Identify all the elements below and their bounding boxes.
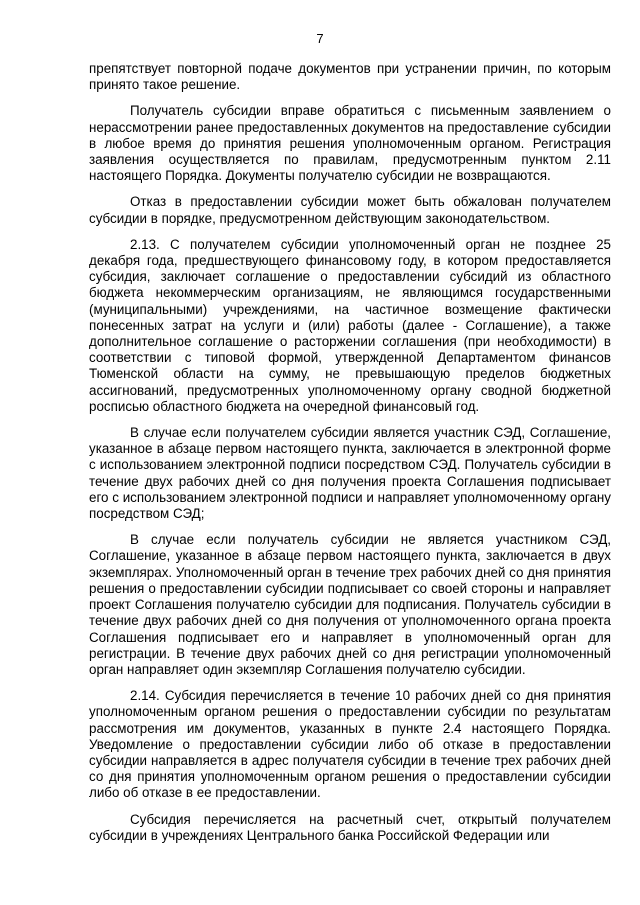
- paragraph-4: 2.13. С получателем субсидии уполномоченный орган не позднее 25 декабря года, предшествующего финансовому году, в котором предоставляется субсидия, заключает соглашение о предоставлении субсидий из областного бюджета некоммерческим организациям, не являющимся государственными (муниципальными) учреждениями, на частичное возмещение фактически понесенных затрат на услуги и (или) работы (далее - Соглашение), а также дополнительное соглашение о расторжении соглашения (при необходимости) в соответствии с типовой формой, утвержденной Департаментом финансов Тюменской области на сумму, не превышающую пределов бюджетных ассигнований, предусмотренных уполномоченному органу сводной бюджетной росписью областного бюджета на очередной финансовый год.: [89, 236, 611, 414]
- paragraph-1: препятствует повторной подаче документов при устранении причин, по которым принято такое решение.: [89, 61, 611, 93]
- paragraph-3: Отказ в предоставлении субсидии может быть обжалован получателем субсидии в порядке, предусмотренном действующим законодательством.: [89, 194, 611, 226]
- paragraph-2: Получатель субсидии вправе обратиться с письменным заявлением о нерассмотрении ранее предоставленных документов на предоставление субсидии в любое время до принятия решения уполномоченным органом. Регистрация заявления осуществляется по правилам, предусмотренным пунктом 2.11 настоящего Порядка. Документы получателю субсидии не возвращаются.: [89, 103, 611, 184]
- paragraph-7: 2.14. Субсидия перечисляется в течение 10 рабочих дней со дня принятия уполномоченным органом решения о предоставлении субсидии по результатам рассмотрения им документов, указанных в пункте 2.4 настоящего Порядка. Уведомление о предоставлении субсидии либо об отказе в предоставлении субсидии направляется в адрес получателя субсидии в течение трех рабочих дней со дня принятия уполномоченным органом решения о предоставлении субсидии либо об отказе в ее предоставлении.: [89, 688, 611, 801]
- paragraph-5: В случае если получателем субсидии является участник СЭД, Соглашение, указанное в абзаце первом настоящего пункта, заключается в электронной форме с использованием электронной подписи посредством СЭД. Получатель субсидии в течение двух рабочих дней со дня получения проекта Соглашения подписывает его с использованием электронной подписи и направляет уполномоченному органу посредством СЭД;: [89, 425, 611, 522]
- page-number: 7: [316, 31, 324, 46]
- paragraph-8: Субсидия перечисляется на расчетный счет, открытый получателем субсидии в учреждениях Центрального банка Российской Федерации или: [89, 811, 611, 843]
- paragraph-6: В случае если получатель субсидии не является участником СЭД, Соглашение, указанное в абзаце первом настоящего пункта, заключается в двух экземплярах. Уполномоченный орган в течение трех рабочих дней со дня принятия решения о предоставлении субсидии подписывает со своей стороны и направляет проект Соглашения получателю субсидии для подписания. Получатель субсидии в течение двух рабочих дней со дня получения от уполномоченного органа проекта Соглашения подписывает его и направляет в уполномоченный орган для регистрации. В течение двух рабочих дней со дня регистрации уполномоченный орган направляет один экземпляр Соглашения получателю субсидии.: [89, 532, 611, 677]
- document-body: [89, 61, 611, 844]
